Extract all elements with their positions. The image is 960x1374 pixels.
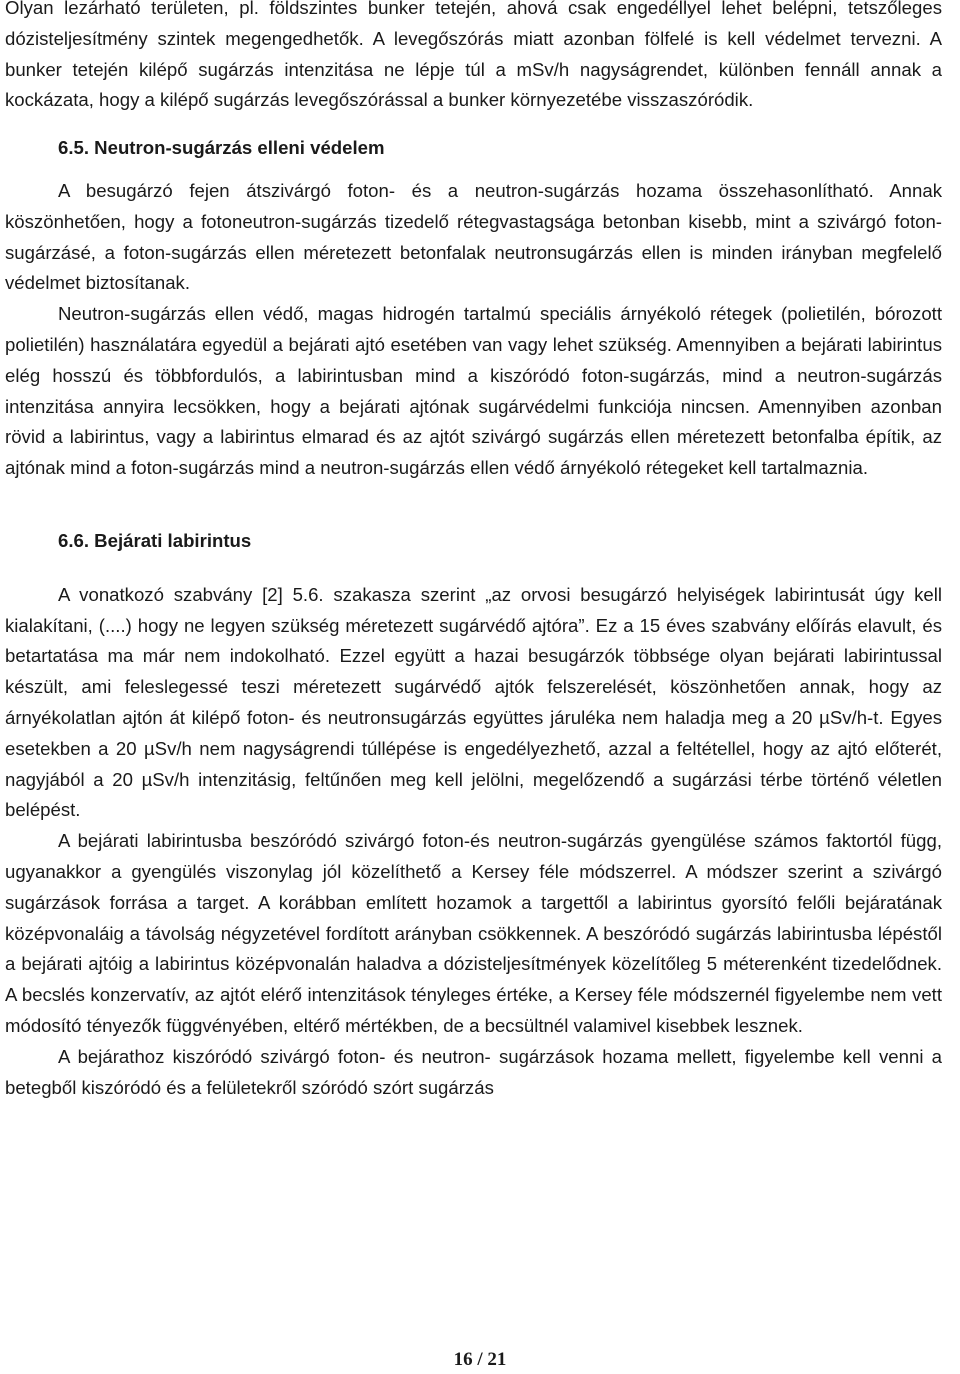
document-page <box>5 0 942 1103</box>
paragraph-kersey-method: A bejárati labirintusba beszóródó szivárgó foton-és neutron-sugárzás gyengülése számos faktortól függ, ugyanakkor a gyengülés viszonylag jól közelíthető a Kersey féle módszerrel. A módszer szerint a szivárgó sugárzások forrása a target. A korábban említett hozamok a targettől a labirintus gyorsító felőli bejáratának középvonaláig a távolság négyzetével fordított arányban csökkennek. A beszóródó sugárzás labirintusba lépéstől a bejárati ajtóig a labirintus középvonalán haladva a dózisteljesítmények közelítőleg 5 méterenként tizedelődnek. A becslés konzervatív, az ajtót elérő intenzitások tényleges értéke, a Kersey féle módszernél figyelembe nem vett módosító tényezők függvényében, eltérő mértékben, de a becsültnél valamivel kisebbek lesznek. <box>5 830 942 1036</box>
paragraph-roof-shielding: Olyan lezárható területen, pl. földszintes bunker tetején, ahová csak engedéllyel lehet belépni, tetszőleges dózisteljesítmény szintek megengedhetők. A levegőszórás miatt azonban fölfelé is kell védelmet tervezni. A bunker tetején kilépő sugárzás intenzitása ne lépje túl a mSv/h nagyságrendet, különben fennáll annak a kockázata, hogy a kilépő sugárzás levegőszórással a bunker környezetébe visszaszóródik. <box>5 0 942 111</box>
paragraph-neutron-shielding-layers: Neutron-sugárzás ellen védő, magas hidrogén tartalmú speciális árnyékoló rétegek (polietilén, bórozott polietilén) használatára egyedül a bejárati ajtó esetében van vagy lehet szükség. Amennyiben a bejárati labirintus elég hosszú és többfordulós, a labirintusban mind a kiszóródó foton-sugárzás, mind a neutron-sugárzás intenzitása annyira lecsökken, hogy a bejárati ajtónak sugárvédelmi funkciója nincsen. Amennyiben azonban rövid a labirintus, vagy a labirintus elmarad és az ajtót szivárgó sugárzás ellen méretezett betonfalba építik, az ajtónak mind a foton-sugárzás mind a neutron-sugárzás ellen védő árnyékoló rétegeket kell tartalmaznia. <box>5 303 942 479</box>
paragraph-standard-labyrinth: A vonatkozó szabvány [2] 5.6. szakasza szerint „az orvosi besugárzó helyiségek labirintusát úgy kell kialakítani, (....) hogy ne legyen szükség méretezett sugárvédő ajtóra”. Ez a 15 éves szabvány előírás elavult, és betartatása ma már nem indokolható. Ezzel együtt a hazai besugárzók többsége olyan bejárati labirintussal készült, ami feleslegessé teszi méretezett sugárvédő ajtók felszerelését, köszönhetően annak, hogy az árnyékolatlan ajtón át kilépő foton- és neutronsugárzás együttes járuléka nem haladja meg a 20 µSv/h-t. Egyes esetekben a 20 µSv/h nem nagyságrendi túllépése is engedélyezhető, azzal a feltétellel, hogy az ajtó előterét, nagyjából a 20 µSv/h intenzitásig, feltűnően meg kell jelölni, megelőzendő a sugárzási térbe történő véletlen belépést. <box>5 583 942 821</box>
paragraph-neutron-yield: A besugárzó fejen átszivárgó foton- és a neutron-sugárzás hozama összehasonlítható. Annak köszönhetően, hogy a fotoneutron-sugárzás tizedelő rétegvastagsága betonban kisebb, mint a szivárgó foton-sugárzásé, a foton-sugárzás ellen méretezett betonfalak neutronsugárzás ellen is minden irányban megfelelő védelmet biztosítanak. <box>5 179 942 294</box>
section-heading-6-6: 6.6. Bejárati labirintus <box>58 529 252 551</box>
paragraph-scattered-radiation: A bejárathoz kiszóródó szivárgó foton- és neutron- sugárzások hozama mellett, figyelembe kell venni a betegből kiszóródó és a felületekről szóródó szórt sugárzás <box>5 1045 942 1098</box>
section-heading-6-5: 6.5. Neutron-sugárzás elleni védelem <box>58 137 385 159</box>
page-number: 16 / 21 <box>453 1349 507 1370</box>
